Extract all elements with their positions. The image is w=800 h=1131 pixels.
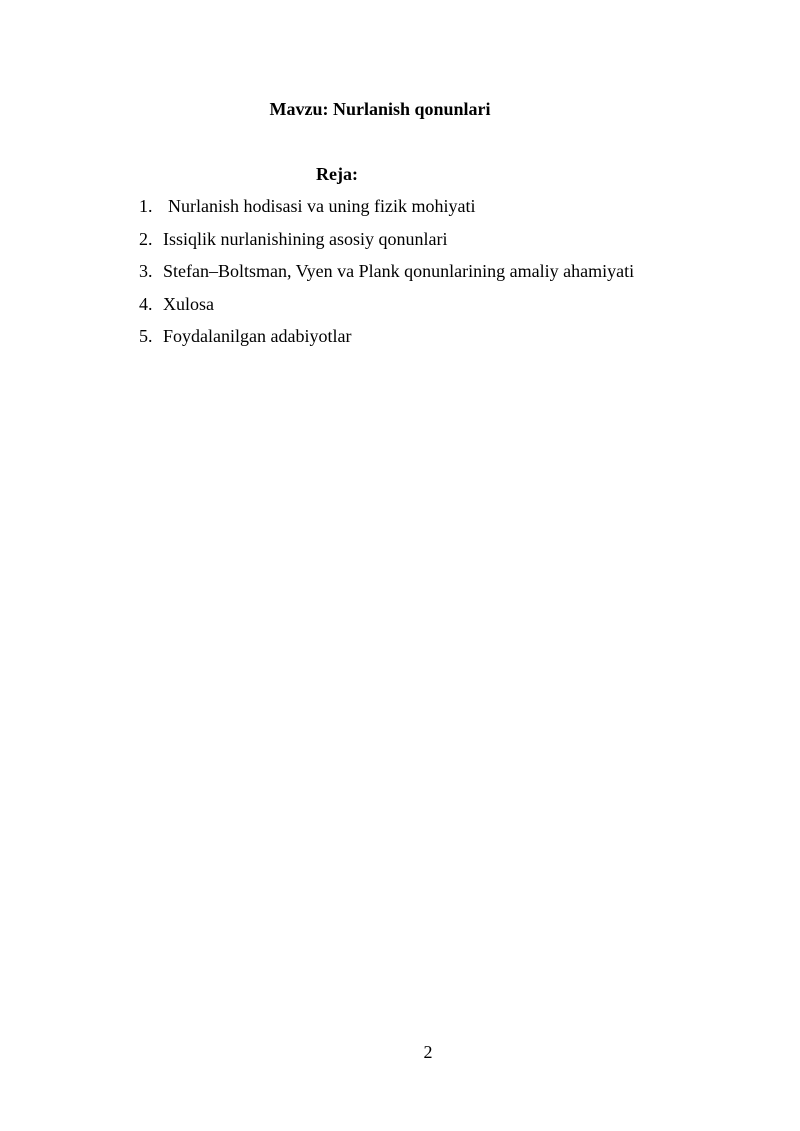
plan-item-number: 4. [139,293,153,314]
plan-item [139,226,634,259]
plan-item-text: Issiqlik nurlanishining asosiy qonunlari [163,228,448,249]
plan-item-number: 3. [139,261,153,281]
plan-item-number: 5. [139,326,153,346]
plan-item [139,323,634,356]
plan-item [139,258,634,291]
plan-item [139,291,634,324]
plan-item [139,193,634,226]
plan-heading: Reja: [316,164,358,184]
page-number: 2 [423,1042,433,1062]
plan-item-text: Stefan–Boltsman, Vyen va Plank qonunlarining amaliy ahamiyati [163,261,635,281]
plan-list [139,193,634,356]
plan-item-text: Foydalanilgan adabiyotlar [163,326,352,346]
plan-item-text: Nurlanish hodisasi va uning fizik mohiyati [168,196,476,216]
plan-item-number: 2. [139,228,153,249]
plan-item-text: Xulosa [163,293,214,314]
plan-item-number: 1. [139,196,153,216]
document-title: Mavzu: Nurlanish qonunlari [269,99,491,119]
